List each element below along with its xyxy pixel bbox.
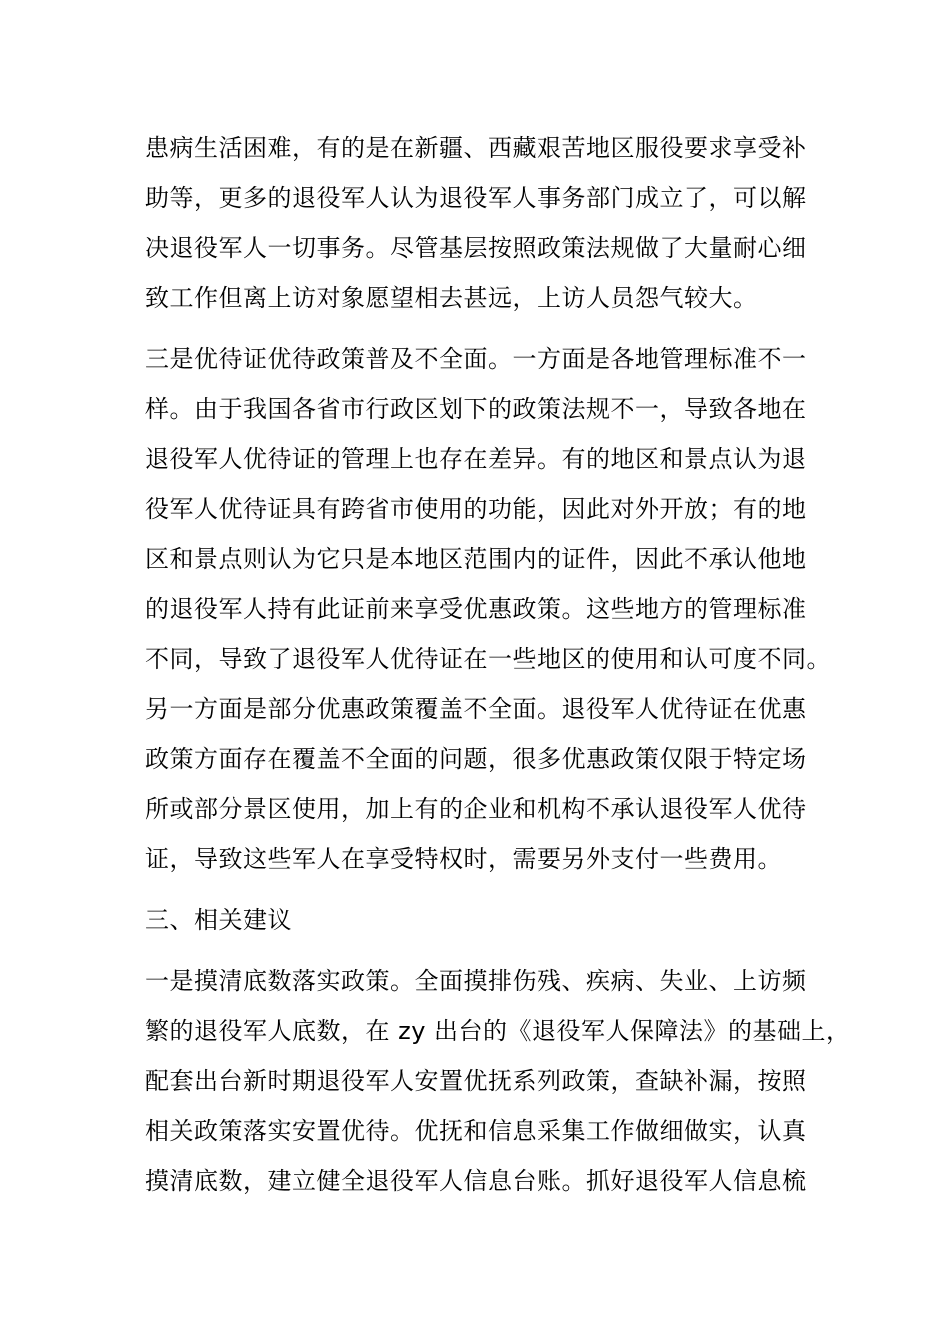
text-line: 样。由于我国各省市行政区划下的政策法规不一，导致各地在	[145, 395, 807, 423]
text-line: 所或部分景区使用，加上有的企业和机构不承认退役军人优待	[145, 795, 807, 823]
text-line: 一是摸清底数落实政策。全面摸排伤残、疾病、失业、上访频	[145, 967, 807, 995]
text-line: 相关政策落实安置优待。优抚和信息采集工作做细做实，认真	[145, 1117, 807, 1145]
text-line: 配套出台新时期退役军人安置优抚系列政策，查缺补漏，按照	[145, 1067, 807, 1095]
text-line: 摸清底数，建立健全退役军人信息台账。抓好退役军人信息梳	[145, 1167, 807, 1195]
text-line: 助等，更多的退役军人认为退役军人事务部门成立了，可以解	[145, 184, 807, 212]
text-line: 另一方面是部分优惠政策覆盖不全面。退役军人优待证在优惠	[145, 695, 807, 723]
text-line: 政策方面存在覆盖不全面的问题，很多优惠政策仅限于特定场	[145, 745, 807, 773]
text-line: 役军人优待证具有跨省市使用的功能，因此对外开放；有的地	[145, 495, 807, 523]
text-line: 患病生活困难，有的是在新疆、西藏艰苦地区服役要求享受补	[145, 134, 807, 162]
text-line: 繁的退役军人底数，在 zy 出台的《退役军人保障法》的基础上，	[145, 1017, 851, 1045]
text-line: 的退役军人持有此证前来享受优惠政策。这些地方的管理标准	[145, 595, 807, 623]
section-heading: 三、相关建议	[145, 906, 292, 934]
text-line: 不同，导致了退役军人优待证在一些地区的使用和认可度不同。	[145, 645, 831, 673]
text-line: 致工作但离上访对象愿望相去甚远，上访人员怨气较大。	[145, 284, 758, 312]
text-line: 决退役军人一切事务。尽管基层按照政策法规做了大量耐心细	[145, 234, 807, 262]
text-line: 三是优待证优待政策普及不全面。一方面是各地管理标准不一	[145, 345, 807, 373]
text-line: 退役军人优待证的管理上也存在差异。有的地区和景点认为退	[145, 445, 807, 473]
text-line: 区和景点则认为它只是本地区范围内的证件，因此不承认他地	[145, 545, 807, 573]
text-line: 证，导致这些军人在享受特权时，需要另外支付一些费用。	[145, 845, 782, 873]
